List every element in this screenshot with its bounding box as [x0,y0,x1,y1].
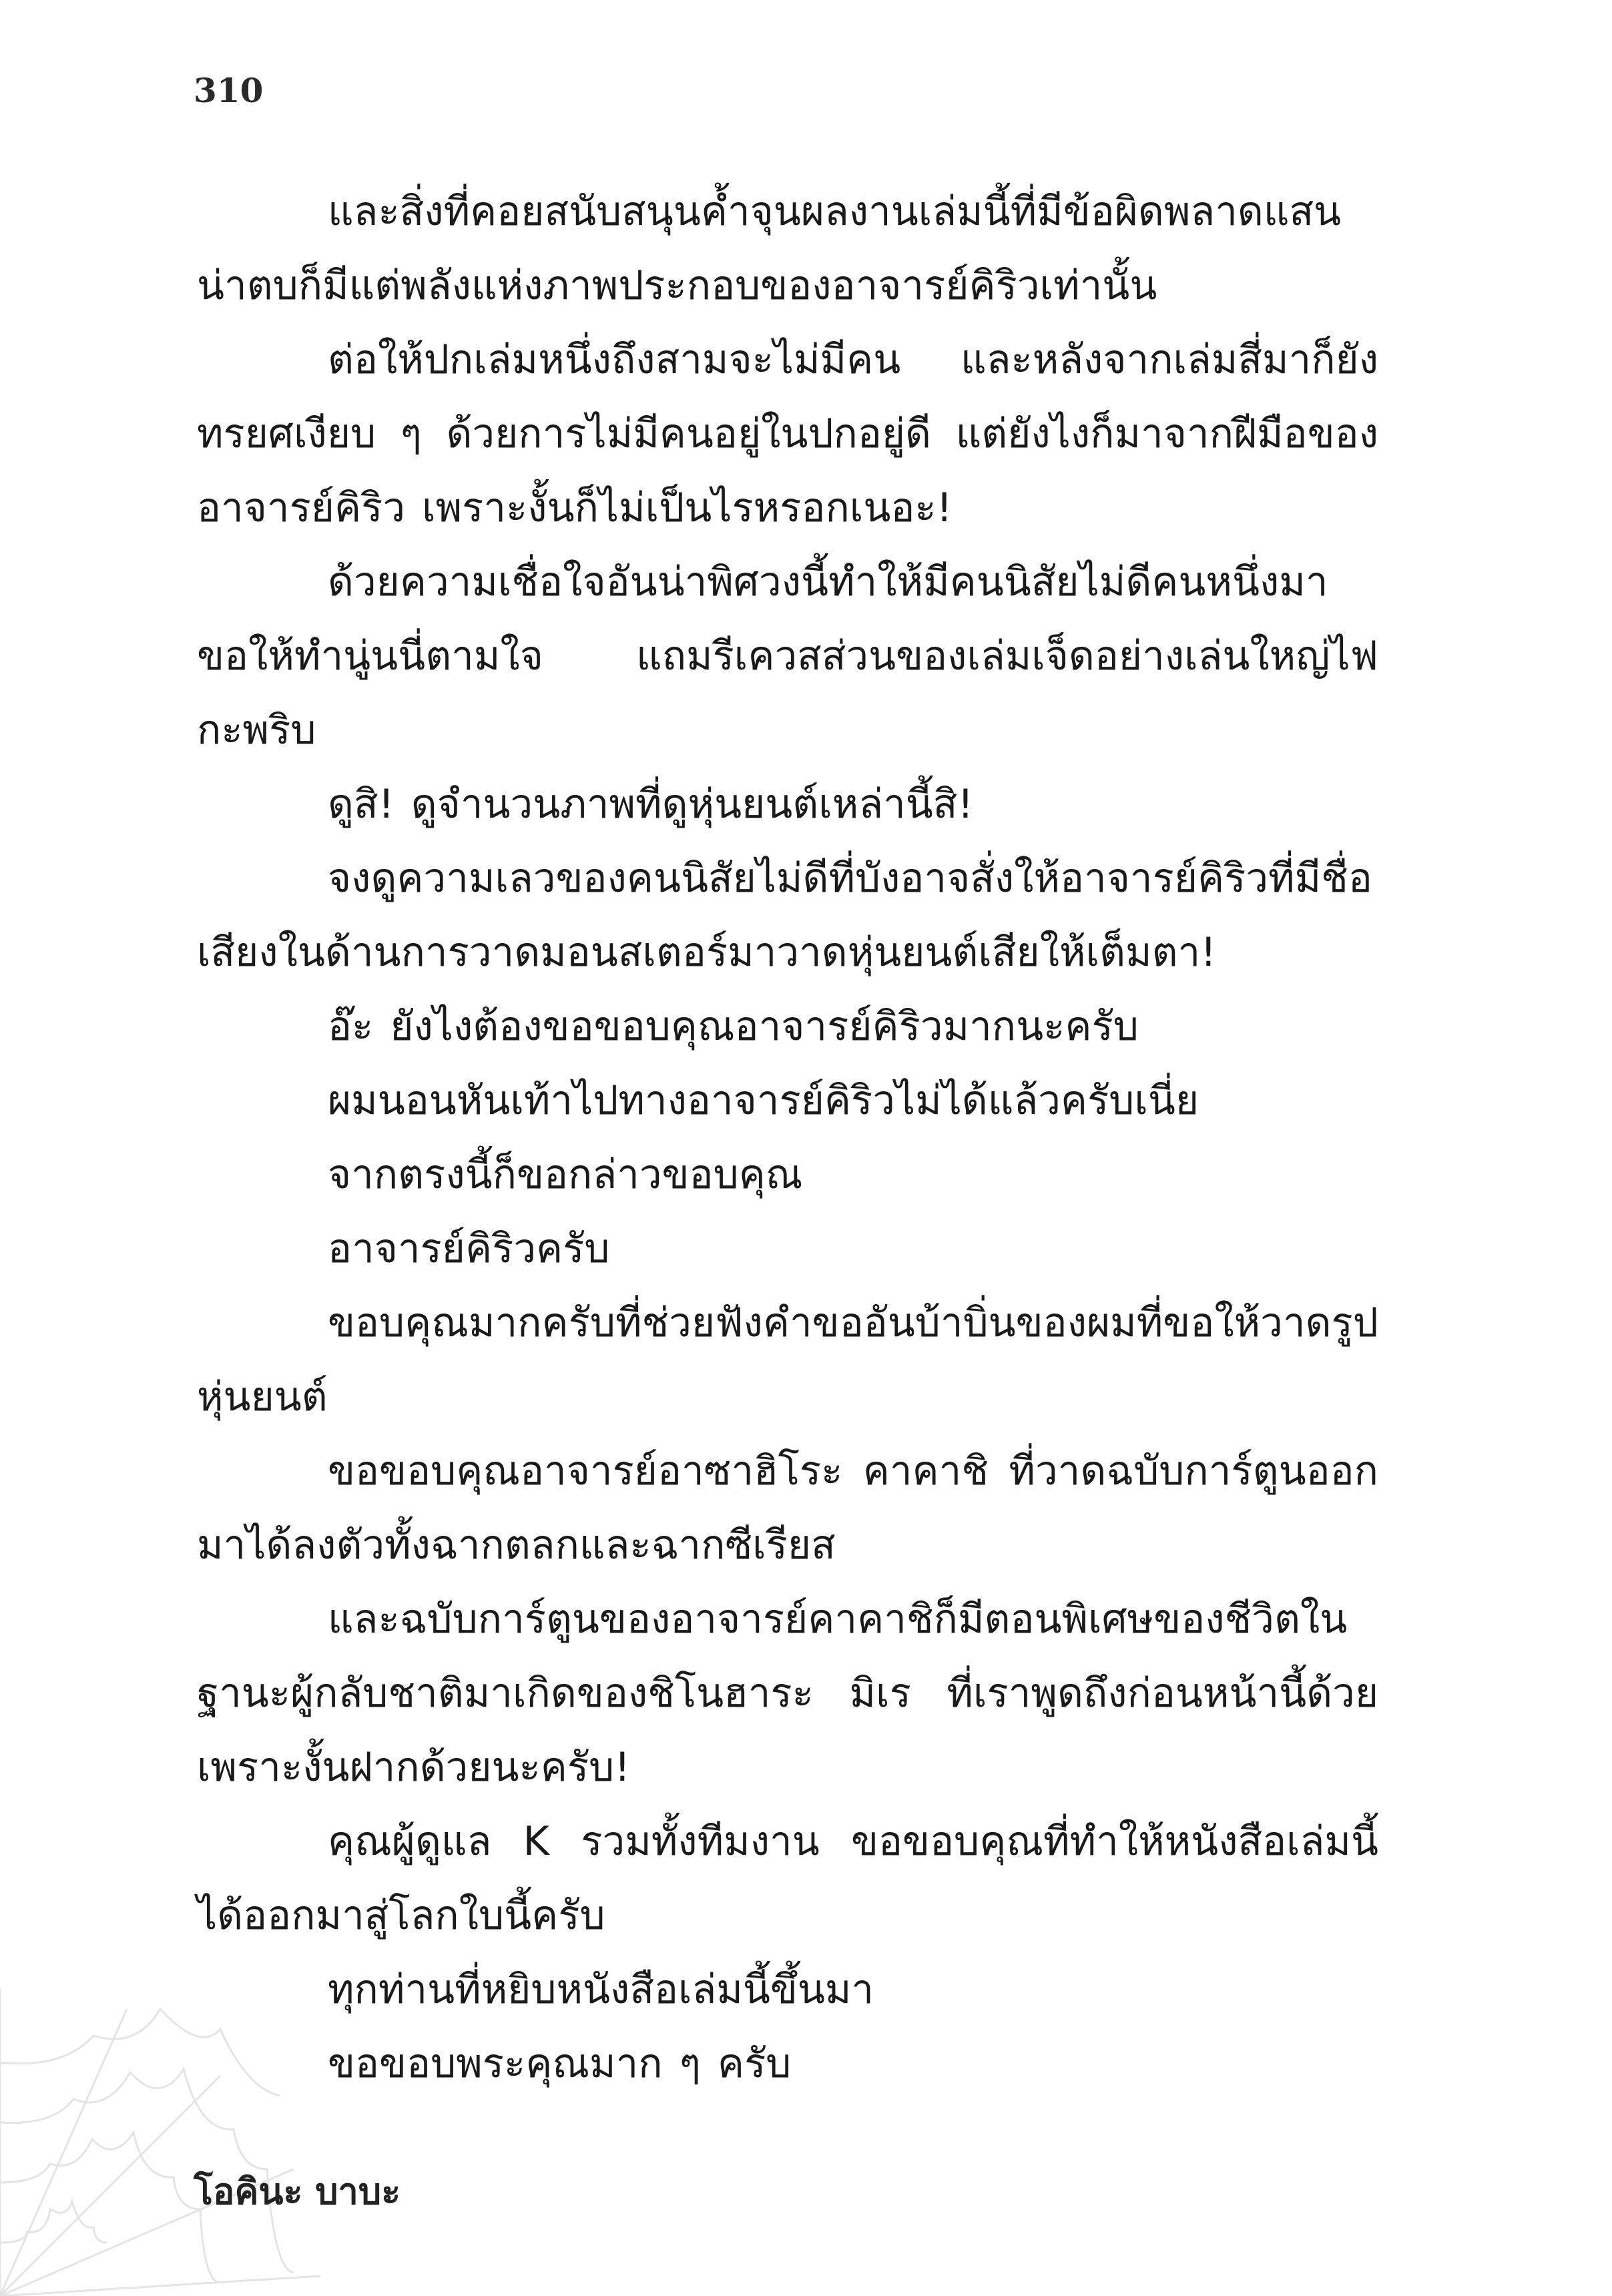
paragraph: ผมนอนหันเท้าไปทางอาจารย์คิริวไม่ได้แล้วครับเนี่ย [328,1077,1199,1124]
paragraph: อาจารย์คิริวครับ [328,1225,610,1272]
paragraph: จากตรงนี้ก็ขอกล่าวขอบคุณ [328,1151,803,1198]
paragraph: ทุกท่านที่หยิบหนังสือเล่มนี้ขึ้นมา [328,1966,874,2013]
footer-book-title: โอคินะ บาบะ [194,2171,401,2213]
paragraph: ขอขอบคุณอาจารย์อาซาฮิโระ คาคาชิ ที่วาดฉบับการ์ตูนออกมาได้ลงตัวทั้งฉากตลกและฉากซีเรียส [197,1448,1378,1568]
paragraph: ด้วยความเชื่อใจอันน่าพิศวงนี้ทำให้มีคนนิสัยไม่ดีคนหนึ่งมาขอให้ทำนู่นนี่ตามใจ แถมรีเควสส่วนของเล่มเจ็ดอย่างเล่นใหญ่ไฟกะพริบ [197,559,1378,754]
spider-web-icon [0,1989,320,2296]
paragraph: และสิ่งที่คอยสนับสนุนค้ำจุนผลงานเล่มนี้ที่มีข้อผิดพลาดแสนน่าตบก็มีแต่พลังแห่งภาพประกอบของอาจารย์คิริวเท่านั้น [197,188,1342,309]
paragraph: จงดูความเลวของคนนิสัยไม่ดีที่บังอาจสั่งให้อาจารย์คิริวที่มีชื่อเสียงในด้านการวาดมอนสเตอร์มาวาดหุ่นยนต์เสียให้เต็มตา! [197,855,1372,976]
paragraph: ดูสิ! ดูจำนวนภาพที่ดูหุ่นยนต์เหล่านี้สิ! [328,781,974,828]
body-text [197,175,1378,2101]
paragraph: คุณผู้ดูแล K รวมทั้งทีมงาน ขอขอบคุณที่ทำให้หนังสือเล่มนี้ได้ออกมาสู่โลกใบนี้ครับ [197,1818,1378,1939]
paragraph: และฉบับการ์ตูนของอาจารย์คาคาชิก็มีตอนพิเศษของชีวิตในฐานะผู้กลับชาติมาเกิดของชิโนฮาระ มิเร ที่เราพูดถึงก่อนหน้านี้ด้วย เพราะงั้นฝากด้วยนะครับ! [197,1596,1378,1791]
paragraph: ขอขอบพระคุณมาก ๆ ครับ [328,2040,792,2087]
paragraph: ต่อให้ปกเล่มหนึ่งถึงสามจะไม่มีคน และหลังจากเล่มสี่มาก็ยังทรยศเงียบ ๆ ด้วยการไม่มีคนอยู่ในปกอยู่ดี แต่ยังไงก็มาจากฝีมือของอาจารย์คิริว เพราะงั้นก็ไม่เป็นไรหรอกเนอะ! [197,336,1378,531]
page-number: 310 [194,71,264,110]
paragraph: อ๊ะ ยังไงต้องขอขอบคุณอาจารย์คิริวมากนะครับ [328,1003,1139,1050]
paragraph: ขอบคุณมากครับที่ช่วยฟังคำขออันบ้าบิ่นของผมที่ขอให้วาดรูปหุ่นยนต์ [197,1300,1378,1420]
